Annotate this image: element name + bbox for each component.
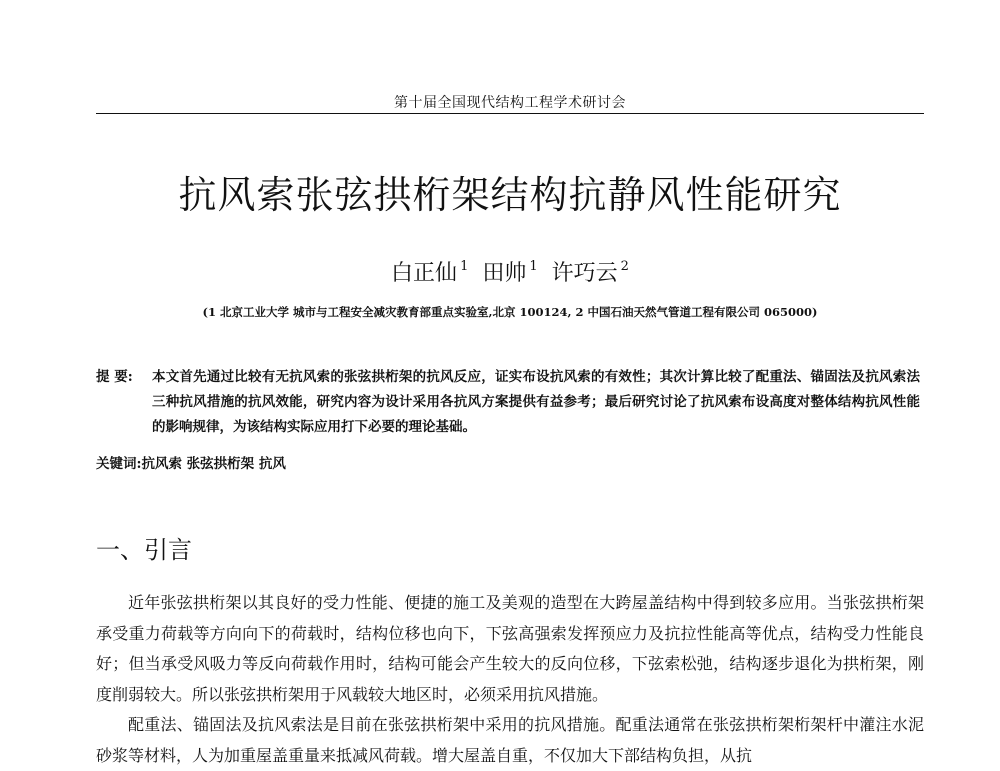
section-heading: 一、引言 — [96, 536, 192, 564]
keywords-label: 关键词: — [96, 456, 142, 472]
keywords-text: 抗风索 张弦拱桁架 抗风 — [141, 456, 286, 472]
body-paragraph-1: 近年张弦拱桁架以其良好的受力性能、便捷的施工及美观的造型在大跨屋盖结构中得到较多应用。当张弦拱桁架承受重力荷载等方向向下的荷载时，结构位移也向下，下弦高强索发挥预应力及抗拉性能高等优点，结构受力性能良好；但当承受风吸力等反向荷载作用时，结构可能会产生较大的反向位移，下弦索松弛，结构逐步退化为拱桁架，刚度削弱较大。所以张弦拱桁架用于风载较大地区时，必须采用抗风措施。 — [96, 593, 924, 704]
author-affil-mark: 2 — [620, 259, 629, 274]
abstract-label: 提 要: — [96, 369, 133, 385]
author-3 — [552, 256, 629, 287]
author-name: 许巧云 — [551, 261, 618, 286]
affiliation: (1 北京工业大学 城市与工程安全减灾教育部重点实验室,北京 100124, 2 中国石油天然气管道工程有限公司 065000) — [202, 305, 818, 319]
author-2 — [482, 256, 537, 287]
paper-title: 抗风索张弦拱桁架结构抗静风性能研究 — [178, 173, 842, 217]
author-name: 田帅 — [482, 261, 527, 286]
author-name: 白正仙 — [391, 261, 458, 286]
header-rule — [96, 113, 924, 114]
author-list — [96, 256, 924, 287]
author-affil-mark: 1 — [529, 259, 538, 274]
body-paragraph-2: 配重法、锚固法及抗风索法是目前在张弦拱桁架中采用的抗风措施。配重法通常在张弦拱桁架桁架杆中灌注水泥砂浆等材料，人为加重屋盖重量来抵减风荷载。增大屋盖自重，不仅加大下部结构负担，从抗 — [96, 715, 924, 765]
author-affil-mark: 1 — [460, 259, 469, 274]
abstract-text: 本文首先通过比较有无抗风索的张弦拱桁架的抗风反应，证实布设抗风索的有效性；其次计算比较了配重法、锚固法及抗风索法三种抗风措施的抗风效能，研究内容为设计采用各抗风方案提供有益参考；最后研究讨论了抗风索布设高度对整体结构抗风性能的影响规律，为该结构实际应用打下必要的理论基础。 — [152, 369, 920, 435]
abstract — [96, 365, 920, 440]
author-1 — [391, 256, 468, 287]
keywords — [96, 452, 920, 472]
running-head: 第十届全国现代结构工程学术研讨会 — [394, 95, 626, 111]
